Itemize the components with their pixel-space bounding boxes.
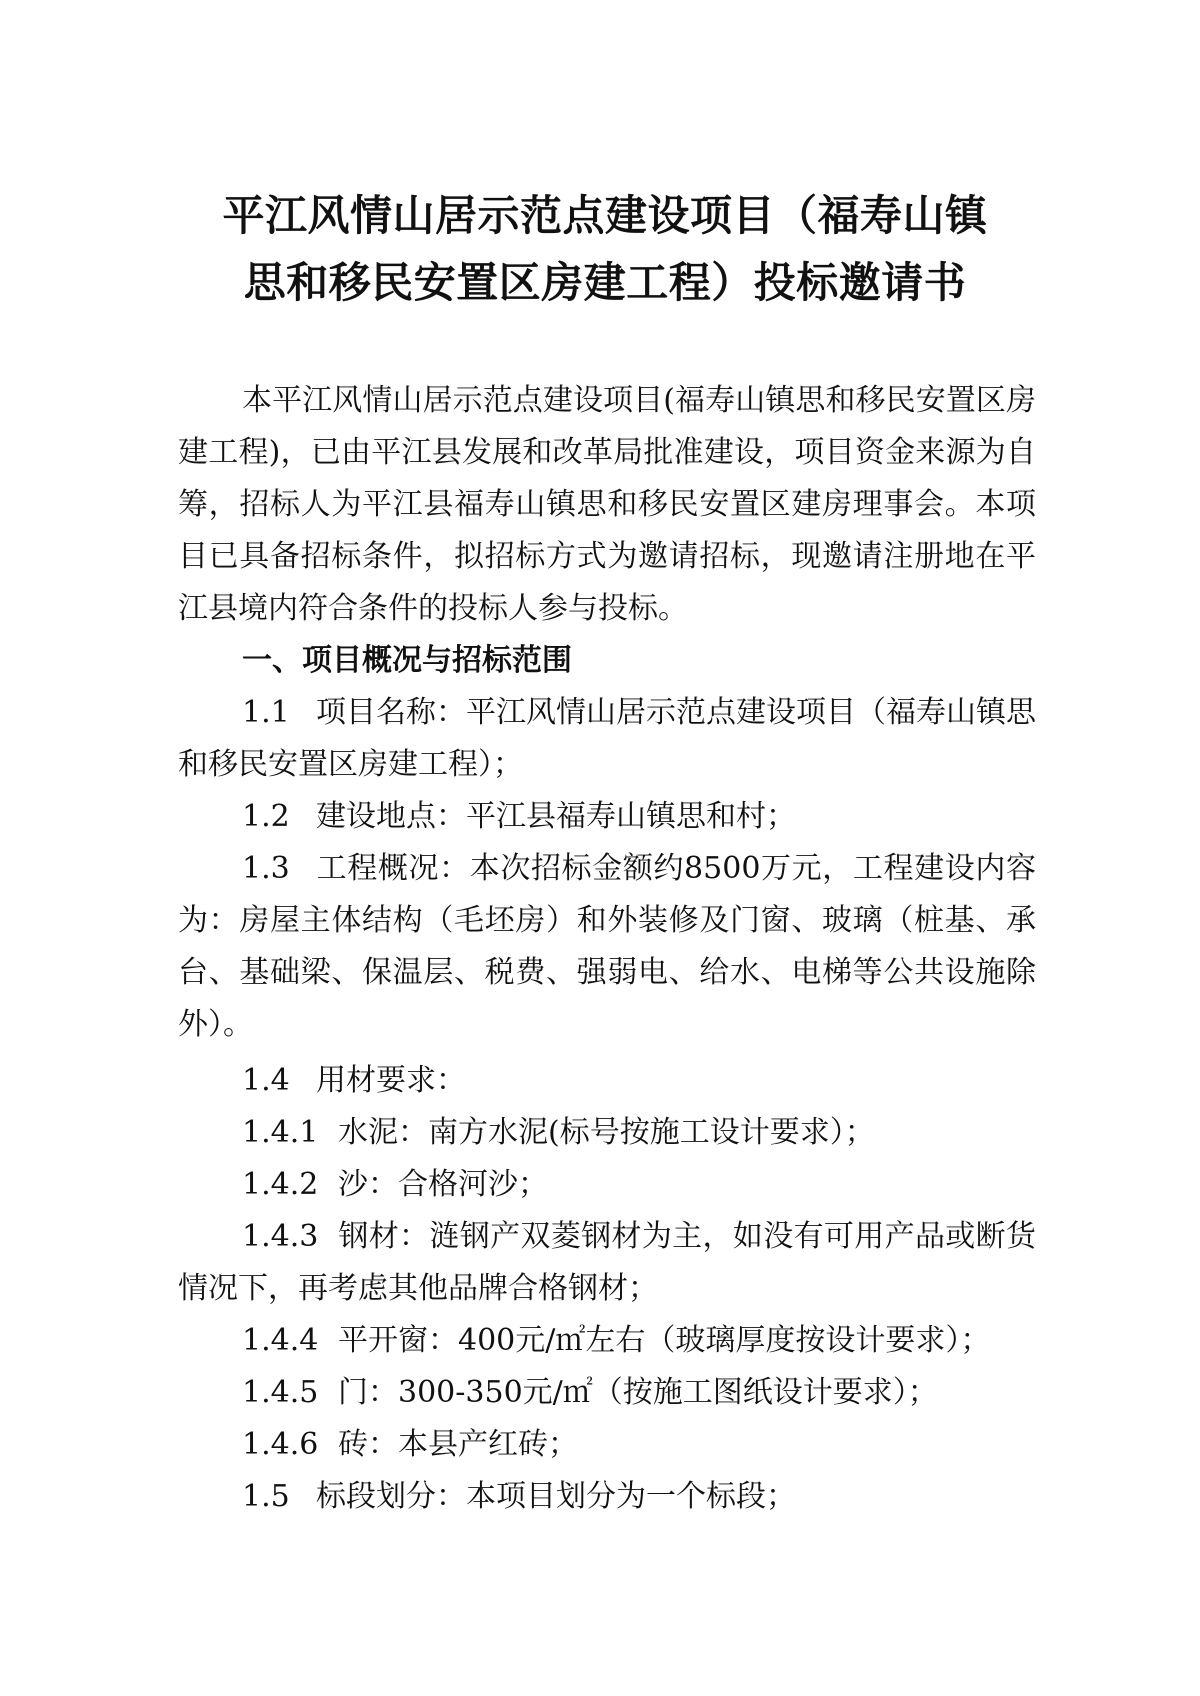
item-1-4-4 (178, 1315, 1036, 1367)
section-heading: 一、项目概况与招标范围 (242, 643, 572, 678)
item-number: 1.4.5 (242, 1375, 319, 1410)
item-number: 1.4 (242, 1063, 290, 1098)
item-text: 建设地点：平江县福寿山镇思和村； (316, 799, 796, 834)
item-text: 项目名称：平江风情山居示范点建设项目（福寿山镇思和移民安置区房建工程）； (178, 695, 1036, 782)
item-number: 1.4.1 (242, 1115, 319, 1150)
item-text: 钢材：涟钢产双菱钢材为主，如没有可用产品或断货情况下，再考虑其他品牌合格钢材； (178, 1219, 1036, 1306)
document-body (178, 375, 1036, 1523)
item-1-4 (178, 1055, 1036, 1107)
item-number: 1.4.2 (242, 1167, 319, 1202)
item-1-4-1 (178, 1107, 1036, 1159)
item-text: 用材要求： (316, 1063, 466, 1098)
item-text: 平开窗：400元/㎡左右（玻璃厚度按设计要求）； (338, 1323, 991, 1358)
item-1-4-3 (178, 1211, 1036, 1315)
document-title-line-1: 平江风情山居示范点建设项目（福寿山镇 (222, 191, 988, 240)
item-text: 门：300-350元/㎡（按施工图纸设计要求）； (338, 1375, 938, 1410)
item-1-3 (178, 843, 1036, 1051)
item-number: 1.3 (242, 851, 290, 886)
item-number: 1.4.4 (242, 1323, 319, 1358)
item-number: 1.4.6 (242, 1427, 319, 1462)
item-number: 1.4.3 (242, 1219, 319, 1254)
item-number: 1.2 (242, 799, 290, 834)
item-text: 标段划分：本项目划分为一个标段； (316, 1479, 796, 1514)
item-1-4-2 (178, 1159, 1036, 1211)
item-number: 1.1 (242, 695, 290, 730)
item-1-1 (178, 687, 1036, 791)
item-text: 沙：合格河沙； (338, 1167, 548, 1202)
item-1-5 (178, 1471, 1036, 1523)
item-text: 砖：本县产红砖； (338, 1427, 578, 1462)
item-text: 水泥：南方水泥(标号按施工设计要求）； (338, 1115, 875, 1150)
item-1-2 (178, 791, 1036, 843)
document-title-line-2: 思和移民安置区房建工程）投标邀请书 (243, 258, 967, 307)
item-1-4-6 (178, 1419, 1036, 1471)
intro-paragraph: 本平江风情山居示范点建设项目(福寿山镇思和移民安置区房建工程)，已由平江县发展和改革局批准建设，项目资金来源为自筹，招标人为平江县福寿山镇思和移民安置区建房理事会。本项目已具备招标条件，拟招标方式为邀请招标，现邀请注册地在平江县境内符合条件的投标人参与投标。 (178, 383, 1036, 626)
item-text: 工程概况：本次招标金额约8500万元，工程建设内容为：房屋主体结构（毛坯房）和外装修及门窗、玻璃（桩基、承台、基础梁、保温层、税费、强弱电、给水、电梯等公共设施除外）。 (178, 851, 1036, 1042)
item-number: 1.5 (242, 1479, 290, 1514)
item-1-4-5 (178, 1367, 1036, 1419)
